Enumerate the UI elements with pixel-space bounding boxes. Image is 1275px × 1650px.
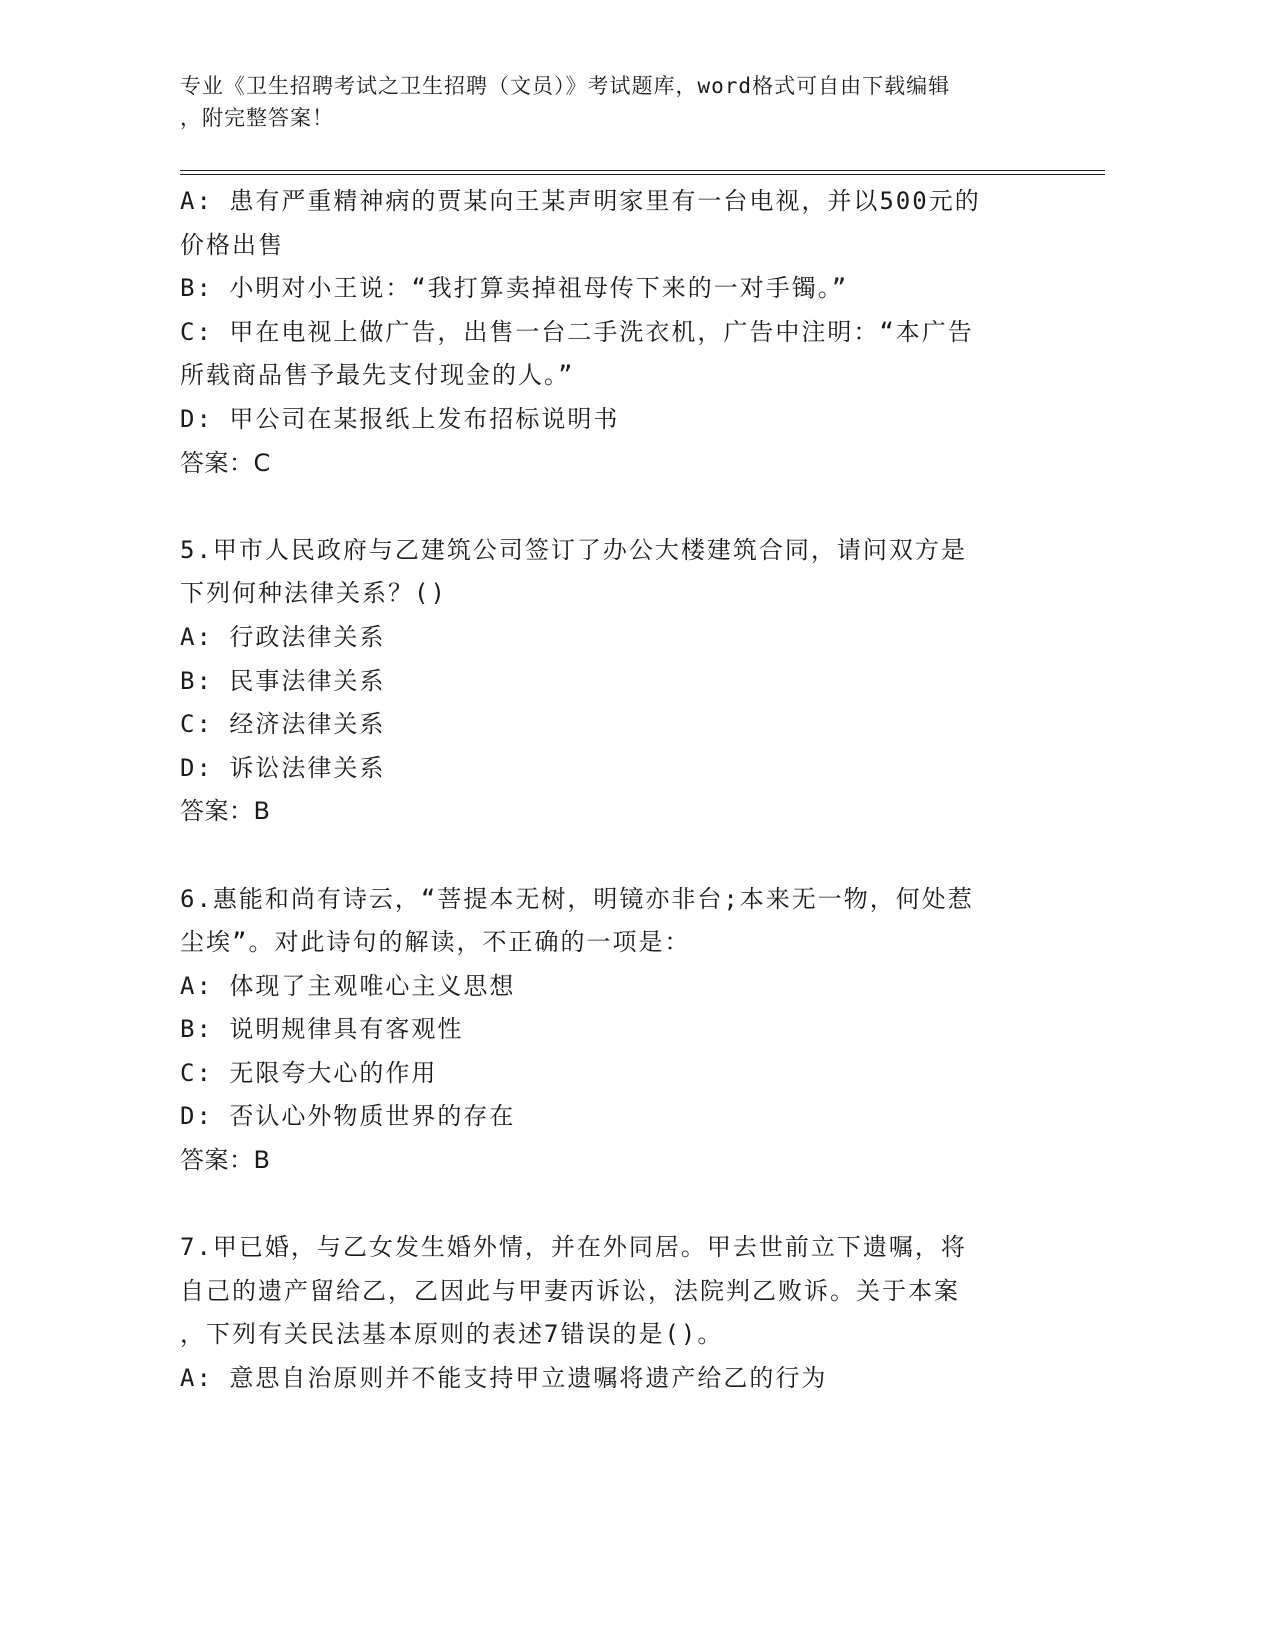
question-stem-line: 7.甲已婚，与乙女发生婚外情，并在外同居。甲去世前立下遗嘱，将 xyxy=(180,1233,967,1262)
option-line: A: 意思自治原则并不能支持甲立遗嘱将遗产给乙的行为 xyxy=(180,1364,828,1393)
header-divider-bottom xyxy=(180,174,1105,175)
question-stem-line: 6.惠能和尚有诗云，“菩提本无树，明镜亦非台;本来无一物，何处惹 xyxy=(180,884,974,913)
option-line: 价格出售 xyxy=(180,230,284,259)
option-line: D: 否认心外物质世界的存在 xyxy=(180,1102,516,1131)
option-line: A: 行政法律关系 xyxy=(180,622,386,651)
question-stem-line: ，下列有关民法基本原则的表述7错误的是()。 xyxy=(180,1320,724,1349)
option-line: B: 民事法律关系 xyxy=(180,666,386,695)
question-7 xyxy=(180,1226,1060,1400)
document-header xyxy=(180,70,1060,134)
header-divider-top xyxy=(180,170,1105,171)
option-line: A: 患有严重精神病的贾某向王某声明家里有一台电视，并以500元的 xyxy=(180,187,981,215)
header-title-line-2: ，附完整答案！ xyxy=(180,106,334,130)
option-line: 所载商品售予最先支付现金的人。” xyxy=(180,361,575,390)
answer-line: 答案：B xyxy=(180,1146,271,1175)
option-line: C: 甲在电视上做广告，出售一台二手洗衣机，广告中注明：“本广告 xyxy=(180,317,974,346)
option-line: C: 经济法律关系 xyxy=(180,710,386,739)
question-6 xyxy=(180,878,1060,1183)
option-line: B: 说明规律具有客观性 xyxy=(180,1015,464,1044)
option-line: D: 诉讼法律关系 xyxy=(180,753,386,782)
question-5 xyxy=(180,529,1060,834)
option-line: A: 体现了主观唯心主义思想 xyxy=(180,971,516,1000)
question-stem-line: 5.甲市人民政府与乙建筑公司签订了办公大楼建筑合同，请问双方是 xyxy=(180,535,967,564)
spacer xyxy=(180,485,1060,529)
document-body xyxy=(180,180,1060,1401)
option-line: D: 甲公司在某报纸上发布招标说明书 xyxy=(180,404,620,433)
question-4 xyxy=(180,180,1060,485)
header-title-line-1: 专业《卫生招聘考试之卫生招聘（文员）》考试题库，word格式可自由下载编辑 xyxy=(180,74,951,98)
answer-line: 答案：B xyxy=(180,797,271,826)
question-stem-line: 尘埃”。对此诗句的解读，不正确的一项是： xyxy=(180,928,691,957)
question-stem-line: 自己的遗产留给乙，乙因此与甲妻丙诉讼，法院判乙败诉。关于本案 xyxy=(180,1276,960,1305)
spacer xyxy=(180,1183,1060,1227)
answer-line: 答案：C xyxy=(180,448,271,477)
option-line: B: 小明对小王说：“我打算卖掉祖母传下来的一对手镯。” xyxy=(180,274,849,303)
spacer xyxy=(180,834,1060,878)
option-line: C: 无限夸大心的作用 xyxy=(180,1058,438,1087)
question-stem-line: 下列何种法律关系？() xyxy=(180,579,447,608)
